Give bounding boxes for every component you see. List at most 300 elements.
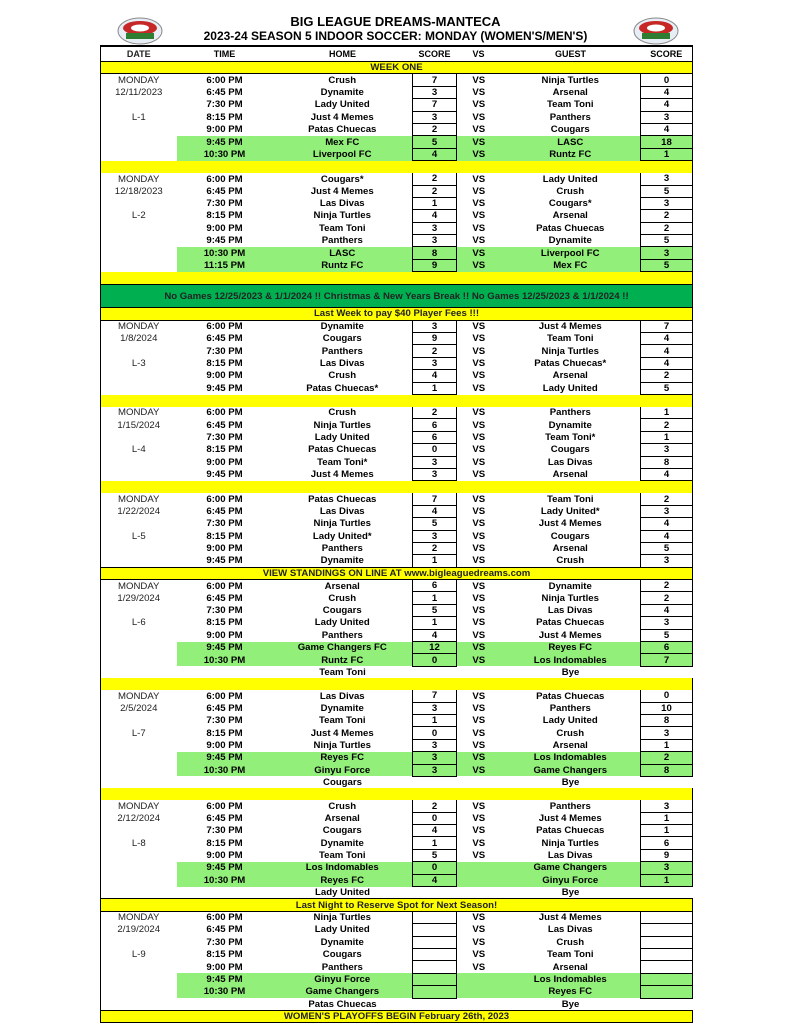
- guest-team: Las Divas: [547, 605, 593, 617]
- guest-score: [641, 887, 693, 899]
- home-score: 3: [413, 752, 457, 764]
- home-team: Crush: [328, 407, 357, 419]
- game-time: 9:00 PM: [206, 456, 243, 468]
- guest-team: Crush: [556, 185, 585, 197]
- guest-team: Lady United: [542, 382, 598, 394]
- game-date: [101, 431, 177, 443]
- guest-team: Patas Chuecas: [536, 690, 605, 702]
- game-row: [101, 812, 693, 824]
- home-score: 3: [413, 86, 457, 98]
- home-score: 2: [413, 800, 457, 812]
- home-team: Crush: [328, 370, 357, 382]
- game-time: 6:00 PM: [206, 74, 243, 86]
- home-score: 6: [413, 419, 457, 431]
- guest-team: Reyes FC: [501, 642, 641, 654]
- game-row: [101, 702, 693, 714]
- game-time: 10:30 PM: [177, 247, 273, 259]
- home-team: Lady United: [314, 617, 370, 629]
- game-row: [101, 173, 693, 185]
- game-date: [101, 123, 177, 135]
- guest-score: 5: [641, 259, 693, 271]
- home-team: Lady United: [315, 886, 370, 898]
- game-time: 10:30 PM: [177, 986, 273, 998]
- game-date: [101, 468, 177, 480]
- versus-label: VS: [472, 727, 486, 739]
- guest-score: 2: [641, 592, 693, 604]
- home-team: Dynamite: [320, 837, 364, 849]
- home-team: Las Divas: [319, 690, 365, 702]
- guest-score: 4: [641, 333, 693, 345]
- home-score: 4: [413, 148, 457, 160]
- game-time: 6:00 PM: [206, 321, 243, 333]
- game-time: 9:00 PM: [206, 543, 243, 555]
- home-team: Liverpool FC: [273, 148, 413, 160]
- home-score: [413, 911, 457, 923]
- guest-team: Panthers: [549, 407, 591, 419]
- game-date: 1/15/2024: [101, 419, 177, 431]
- versus-label: VS: [472, 629, 486, 641]
- game-row: [101, 382, 693, 394]
- versus-label: VS: [472, 592, 486, 604]
- guest-team: Los Indomables: [501, 654, 641, 666]
- home-score: 1: [413, 837, 457, 849]
- guest-team: Patas Chuecas: [536, 222, 605, 234]
- game-row: [101, 961, 693, 973]
- guest-score: 3: [641, 173, 693, 185]
- game-row: [101, 407, 693, 419]
- guest-team: Crush: [556, 727, 585, 739]
- game-row: [101, 690, 693, 702]
- home-team: Patas Chuecas: [308, 124, 377, 136]
- home-score: 12: [413, 642, 457, 654]
- game-time: 6:45 PM: [206, 505, 243, 517]
- home-team: Ninja Turtles: [313, 419, 371, 431]
- home-team: Cougars: [322, 825, 362, 837]
- guest-score: [641, 936, 693, 948]
- game-row: [101, 444, 693, 456]
- home-team: Los Indomables: [273, 862, 413, 874]
- home-score: 3: [413, 320, 457, 332]
- game-row: [101, 764, 693, 776]
- versus-label: [457, 776, 501, 788]
- game-row: [101, 714, 693, 726]
- game-time: [177, 887, 273, 899]
- home-team: Team Toni: [318, 715, 366, 727]
- guest-team: Cougars*: [548, 198, 592, 210]
- guest-score: 3: [641, 247, 693, 259]
- home-score: 2: [413, 123, 457, 135]
- game-row: [101, 431, 693, 443]
- game-row: [101, 123, 693, 135]
- home-team: Lady United*: [312, 530, 372, 542]
- guest-team: Panthers: [549, 800, 591, 812]
- game-row: [101, 86, 693, 98]
- guest-team: Just 4 Memes: [538, 912, 602, 924]
- game-row: [101, 580, 693, 592]
- home-team: Runtz FC: [273, 654, 413, 666]
- home-score: 0: [413, 444, 457, 456]
- home-score: 4: [413, 825, 457, 837]
- guest-score: 1: [641, 431, 693, 443]
- versus-label: VS: [472, 419, 486, 431]
- game-row: [101, 874, 693, 886]
- versus-label: VS: [472, 111, 486, 123]
- guest-score: 4: [641, 86, 693, 98]
- col-header-date: DATE: [101, 46, 177, 62]
- home-team: Lady United: [314, 924, 370, 936]
- guest-score: [641, 973, 693, 985]
- table-header-row: [101, 46, 693, 62]
- guest-team: Ninja Turtles: [541, 837, 599, 849]
- home-team: Patas Chuecas*: [306, 382, 379, 394]
- banner-text: WOMEN'S PLAYOFFS BEGIN February 26th, 2023: [101, 1010, 693, 1022]
- game-date: MONDAY: [101, 493, 177, 505]
- home-team: LASC: [273, 247, 413, 259]
- guest-team: Just 4 Memes: [538, 518, 602, 530]
- guest-score: 5: [641, 542, 693, 554]
- home-team: Ginyu Force: [273, 764, 413, 776]
- guest-score: 6: [641, 642, 693, 654]
- home-score: 3: [413, 235, 457, 247]
- guest-score: 0: [641, 690, 693, 702]
- guest-team: Arsenal: [552, 86, 588, 98]
- game-date: L-7: [101, 727, 177, 739]
- versus-label: VS: [472, 431, 486, 443]
- home-team: Team Toni: [318, 850, 366, 862]
- game-row: [101, 235, 693, 247]
- home-team: Reyes FC: [273, 752, 413, 764]
- home-score: 5: [413, 604, 457, 616]
- game-date: L-3: [101, 357, 177, 369]
- home-team: Just 4 Memes: [310, 469, 374, 481]
- home-score: 3: [413, 468, 457, 480]
- guest-team: Las Divas: [547, 456, 593, 468]
- home-team: Just 4 Memes: [310, 111, 374, 123]
- guest-score: 18: [641, 136, 693, 148]
- home-team: Ninja Turtles: [313, 518, 371, 530]
- home-score: 6: [413, 580, 457, 592]
- versus-label: VS: [457, 148, 501, 160]
- game-time: 8:15 PM: [206, 949, 243, 961]
- home-score: 4: [413, 370, 457, 382]
- game-row: [101, 197, 693, 209]
- versus-label: [457, 986, 501, 998]
- game-row: [101, 973, 693, 985]
- versus-label: VS: [457, 136, 501, 148]
- home-score: 3: [413, 357, 457, 369]
- home-score: 3: [413, 530, 457, 542]
- game-date: [101, 382, 177, 394]
- game-row: [101, 592, 693, 604]
- home-score: 2: [413, 345, 457, 357]
- separator-row: [101, 272, 693, 285]
- separator-row: [101, 788, 693, 800]
- guest-team: Crush: [556, 936, 585, 948]
- game-time: 6:45 PM: [206, 86, 243, 98]
- game-date: [101, 259, 177, 271]
- home-score: [413, 666, 457, 678]
- game-time: 8:15 PM: [206, 210, 243, 222]
- game-time: [177, 998, 273, 1010]
- home-score: 3: [413, 456, 457, 468]
- home-score: 7: [413, 74, 457, 86]
- guest-team: Bye: [561, 666, 580, 678]
- guest-team: Team Toni*: [545, 431, 596, 443]
- game-date: [101, 986, 177, 998]
- guest-score: 8: [641, 456, 693, 468]
- home-team: Cougars: [322, 605, 362, 617]
- versus-label: [457, 998, 501, 1010]
- home-score: 4: [413, 874, 457, 886]
- home-team: Reyes FC: [273, 874, 413, 886]
- game-time: 7:30 PM: [206, 99, 243, 111]
- home-score: 1: [413, 555, 457, 567]
- guest-team: Team Toni: [546, 493, 594, 505]
- versus-label: VS: [472, 518, 486, 530]
- versus-label: VS: [472, 555, 486, 567]
- guest-team: Arsenal: [552, 543, 588, 555]
- versus-label: VS: [472, 800, 486, 812]
- home-team: Ninja Turtles: [313, 210, 371, 222]
- guest-score: 4: [641, 345, 693, 357]
- versus-label: VS: [472, 702, 486, 714]
- game-time: 7:30 PM: [206, 936, 243, 948]
- home-score: 1: [413, 617, 457, 629]
- guest-score: 5: [641, 235, 693, 247]
- home-score: 2: [413, 407, 457, 419]
- home-team: Ginyu Force: [273, 973, 413, 985]
- guest-score: 5: [641, 185, 693, 197]
- home-team: Dynamite: [320, 702, 364, 714]
- guest-team: Patas Chuecas: [536, 825, 605, 837]
- home-score: [413, 949, 457, 961]
- game-row: [101, 333, 693, 345]
- game-row: [101, 752, 693, 764]
- versus-label: VS: [472, 617, 486, 629]
- home-score: 2: [413, 185, 457, 197]
- game-date: 2/5/2024: [101, 702, 177, 714]
- guest-score: [641, 911, 693, 923]
- home-team: Crush: [328, 800, 357, 812]
- versus-label: VS: [472, 345, 486, 357]
- league-logo-left: [116, 16, 164, 46]
- home-team: Ninja Turtles: [313, 912, 371, 924]
- col-header-guest-score: SCORE: [641, 46, 693, 62]
- game-time: 7:30 PM: [206, 431, 243, 443]
- guest-score: 1: [641, 407, 693, 419]
- home-score: 2: [413, 173, 457, 185]
- home-score: 1: [413, 592, 457, 604]
- versus-label: VS: [472, 949, 486, 961]
- game-row: [101, 924, 693, 936]
- game-time: 6:00 PM: [206, 407, 243, 419]
- home-team: Patas Chuecas: [308, 998, 377, 1010]
- game-time: 6:45 PM: [206, 812, 243, 824]
- game-time: 10:30 PM: [177, 764, 273, 776]
- game-row: [101, 800, 693, 812]
- home-team: Lady United: [314, 99, 370, 111]
- guest-score: 3: [641, 197, 693, 209]
- home-score: 7: [413, 99, 457, 111]
- game-time: 7:30 PM: [206, 518, 243, 530]
- guest-team: Dynamite: [548, 235, 592, 247]
- guest-team: Las Divas: [547, 924, 593, 936]
- game-date: [101, 776, 177, 788]
- game-row: [101, 148, 693, 160]
- game-row: [101, 642, 693, 654]
- game-date: [101, 555, 177, 567]
- home-score: 5: [413, 136, 457, 148]
- game-date: L-9: [101, 949, 177, 961]
- home-score: 7: [413, 493, 457, 505]
- guest-score: 1: [641, 825, 693, 837]
- guest-score: 2: [641, 419, 693, 431]
- home-team: Panthers: [321, 345, 363, 357]
- game-time: 9:00 PM: [206, 850, 243, 862]
- game-row: [101, 247, 693, 259]
- home-team: Team Toni*: [317, 456, 368, 468]
- game-date: [101, 739, 177, 751]
- game-time: 6:45 PM: [206, 419, 243, 431]
- game-date: [101, 642, 177, 654]
- game-time: 9:00 PM: [206, 961, 243, 973]
- home-team: Panthers: [321, 543, 363, 555]
- game-date: 1/8/2024: [101, 333, 177, 345]
- game-row: [101, 493, 693, 505]
- versus-label: VS: [472, 850, 486, 862]
- home-score: 8: [413, 247, 457, 259]
- home-team: Team Toni: [319, 666, 366, 678]
- guest-score: 4: [641, 99, 693, 111]
- guest-score: 5: [641, 629, 693, 641]
- game-date: L-1: [101, 111, 177, 123]
- bye-row: [101, 776, 693, 788]
- game-date: [101, 247, 177, 259]
- game-time: 7:30 PM: [206, 715, 243, 727]
- home-score: [413, 887, 457, 899]
- game-time: [177, 666, 273, 678]
- banner-row: [101, 308, 693, 320]
- home-score: 3: [413, 111, 457, 123]
- game-row: [101, 345, 693, 357]
- versus-label: VS: [472, 580, 486, 592]
- home-score: 7: [413, 690, 457, 702]
- guest-team: Arsenal: [552, 469, 588, 481]
- guest-score: 2: [641, 752, 693, 764]
- versus-label: VS: [472, 825, 486, 837]
- game-row: [101, 862, 693, 874]
- game-row: [101, 370, 693, 382]
- game-time: 9:45 PM: [206, 382, 243, 394]
- guest-team: Lady United: [542, 173, 598, 185]
- versus-label: VS: [472, 210, 486, 222]
- guest-team: Lady United: [542, 715, 598, 727]
- guest-team: Arsenal: [552, 739, 588, 751]
- game-time: 9:00 PM: [206, 629, 243, 641]
- game-date: 12/11/2023: [101, 86, 177, 98]
- guest-score: 4: [641, 604, 693, 616]
- game-time: 10:30 PM: [177, 654, 273, 666]
- versus-label: VS: [472, 912, 486, 924]
- guest-team: Cougars: [550, 444, 590, 456]
- home-score: 0: [413, 727, 457, 739]
- guest-team: Mex FC: [501, 259, 641, 271]
- versus-label: VS: [472, 837, 486, 849]
- versus-label: [457, 862, 501, 874]
- versus-label: VS: [472, 961, 486, 973]
- guest-score: 5: [641, 382, 693, 394]
- guest-team: Cougars: [550, 124, 590, 136]
- guest-team: Game Changers: [501, 862, 641, 874]
- versus-label: VS: [472, 407, 486, 419]
- guest-team: Patas Chuecas: [536, 617, 605, 629]
- schedule-table: [100, 45, 692, 1023]
- game-time: 6:00 PM: [206, 580, 243, 592]
- game-row: [101, 518, 693, 530]
- guest-team: Reyes FC: [501, 986, 641, 998]
- bye-row: [101, 666, 693, 678]
- col-header-guest: GUEST: [501, 46, 641, 62]
- home-score: 3: [413, 222, 457, 234]
- game-date: [101, 825, 177, 837]
- game-time: 8:15 PM: [206, 444, 243, 456]
- col-header-time: TIME: [177, 46, 273, 62]
- guest-score: 2: [641, 222, 693, 234]
- guest-team: Las Divas: [547, 850, 593, 862]
- game-time: 7:30 PM: [206, 345, 243, 357]
- game-time: 10:30 PM: [177, 874, 273, 886]
- guest-team: Bye: [561, 998, 580, 1010]
- game-row: [101, 210, 693, 222]
- versus-label: VS: [472, 715, 486, 727]
- home-score: 0: [413, 812, 457, 824]
- game-row: [101, 136, 693, 148]
- game-date: [101, 148, 177, 160]
- guest-team: Panthers: [549, 111, 591, 123]
- versus-label: VS: [472, 124, 486, 136]
- game-date: [101, 998, 177, 1010]
- guest-score: 3: [641, 505, 693, 517]
- banner-row: [101, 1010, 693, 1022]
- game-date: [101, 862, 177, 874]
- versus-label: VS: [457, 247, 501, 259]
- guest-score: 4: [641, 468, 693, 480]
- game-date: [101, 936, 177, 948]
- game-row: [101, 74, 693, 86]
- game-date: [101, 518, 177, 530]
- game-date: [101, 752, 177, 764]
- game-row: [101, 222, 693, 234]
- versus-label: VS: [472, 739, 486, 751]
- game-row: [101, 936, 693, 948]
- separator-row: [101, 394, 693, 407]
- guest-team: Arsenal: [552, 961, 588, 973]
- guest-team: Game Changers: [501, 764, 641, 776]
- guest-score: 1: [641, 874, 693, 886]
- guest-team: Arsenal: [552, 210, 588, 222]
- game-date: [101, 887, 177, 899]
- guest-score: 3: [641, 555, 693, 567]
- versus-label: VS: [472, 543, 486, 555]
- guest-score: [641, 776, 693, 788]
- game-row: [101, 727, 693, 739]
- banner-text: VIEW STANDINGS ON LINE AT www.bigleaguedreams.com: [101, 567, 693, 579]
- game-time: 9:45 PM: [177, 862, 273, 874]
- guest-score: 3: [641, 444, 693, 456]
- game-date: [101, 849, 177, 861]
- home-team: Panthers: [321, 629, 363, 641]
- game-date: 1/22/2024: [101, 505, 177, 517]
